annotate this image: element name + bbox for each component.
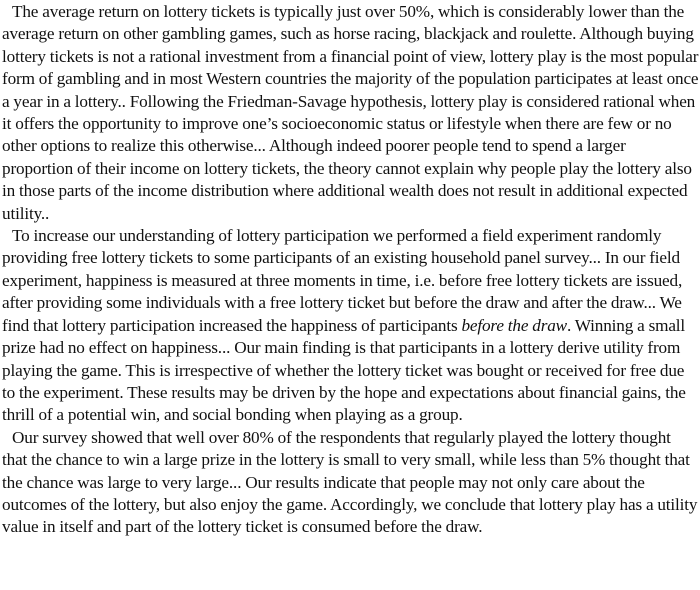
- paragraph-lottery-returns: The average return on lottery tickets is typically just over 50%, which is considerably lower than the average return on other gambling games, such as horse racing, blackjack and roulette. Although buying lottery tickets is not a rational investment from a financial point of view, lottery play is the most popular form of gambling and in most Western countries the majority of the population participates at least once a year in a lottery.. Following the Friedman-Savage hypothesis, lottery play is considered rational when it offers the opportunity to improve one’s socioeconomic status or lifestyle when there are few or no other options to realize this otherwise... Although indeed poorer people tend to spend a larger proportion of their income on lottery tickets, the theory cannot explain why people play the lottery also in those parts of the income distribution where additional wealth does not result in additional expected utility..: [2, 2, 699, 223]
- emphasis-before-the-draw: before the draw: [461, 315, 567, 335]
- paragraph-field-experiment-text-start: To increase our understanding of lottery participation we performed a field experiment randomly providing free lottery tickets to some participants of an existing household panel survey... In our field experiment, happiness is measured at three moments in time, i.e. before free lottery tickets are issued, after providing some individuals with a free lottery ticket but before the draw and after the draw... We find that lottery participation increased the happiness of participants: [2, 226, 683, 335]
- paragraph-field-experiment-text-end: . Winning a small prize had no effect on happiness... Our main finding is that participants in a lottery derive utility from playing the game. This is irrespective of whether the lottery ticket was bought or received for free due to the experiment. These results may be driven by the hope and expectations about financial gains, the thrill of a potential win, and social bonding when playing as a group.: [2, 315, 686, 425]
- paragraph-field-experiment: [2, 225, 699, 427]
- document-body: [2, 1, 699, 539]
- paragraph-survey-conclusion: Our survey showed that well over 80% of the respondents that regularly played the lottery thought that the chance to win a large prize in the lottery is small to very small, while less than 5% thought that the chance was large to very large... Our results indicate that people may not only care about the outcomes of the lottery, but also enjoy the game. Accordingly, we conclude that lottery play has a utility value in itself and part of the lottery ticket is consumed before the draw.: [2, 427, 698, 537]
